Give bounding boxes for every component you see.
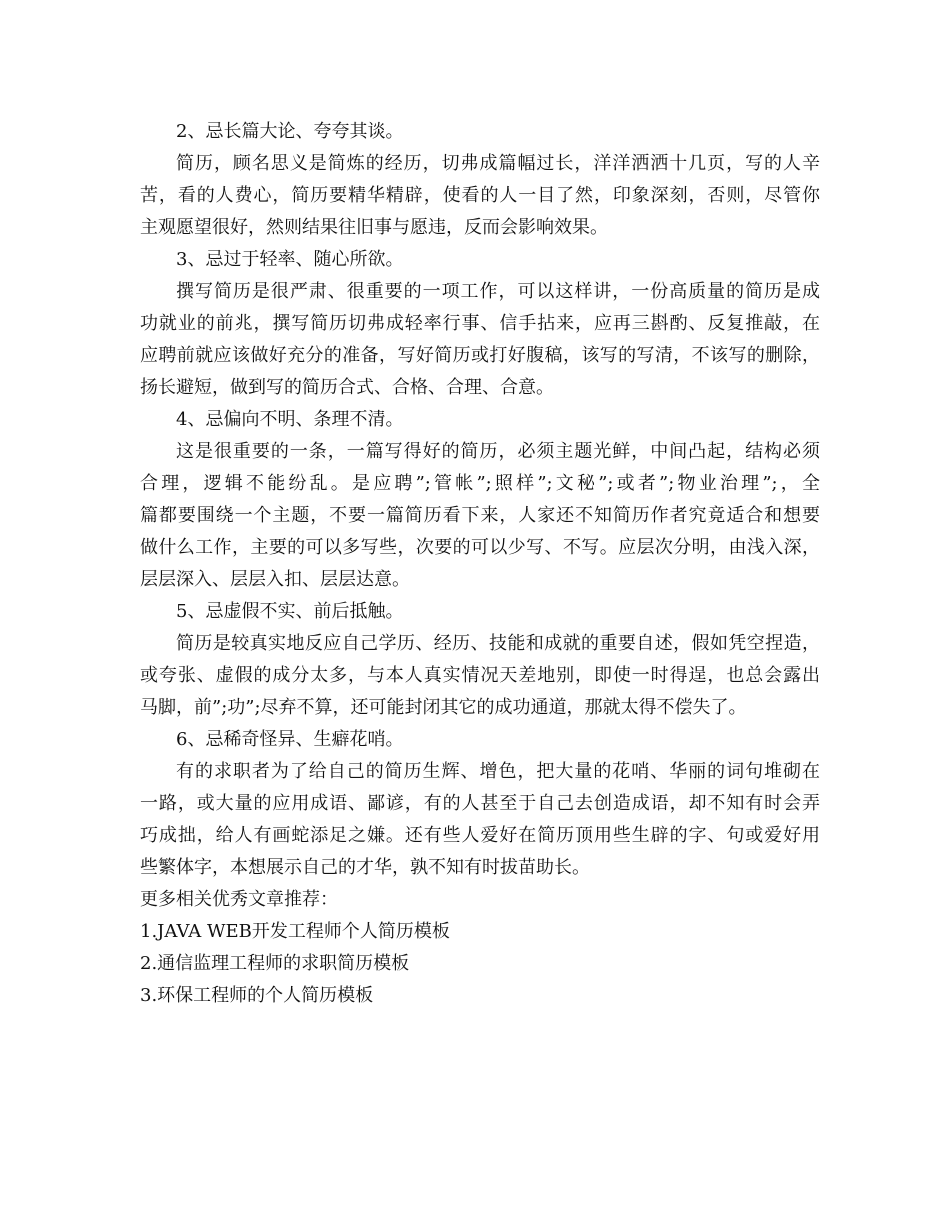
paragraph-line: 功就业的前兆，撰写简历切弗成轻率行事、信手拈来，应再三斟酌、反复推敲，在 xyxy=(140,313,820,334)
paragraph-line: 篇都要围绕一个主题，不要一篇简历看下来，人家还不知简历作者究竟适合和想要 xyxy=(140,505,820,526)
paragraph-line: 一路，或大量的应用成语、鄙谚，有的人甚至于自己去创造成语，却不知有时会弄 xyxy=(140,793,820,814)
section-heading: 6、忌稀奇怪异、生癖花哨。 xyxy=(176,729,404,750)
related-article-link[interactable]: 1.JAVA WEB开发工程师个人简历模板 xyxy=(140,921,450,942)
section-heading: 5、忌虚假不实、前后抵触。 xyxy=(176,601,404,622)
section-heading: 3、忌过于轻率、随心所欲。 xyxy=(176,249,404,270)
paragraph-line: 有的求职者为了给自己的简历生辉、增色，把大量的花哨、华丽的词句堆砌在 xyxy=(176,761,820,782)
document-page xyxy=(140,116,820,1012)
related-article-link[interactable]: 2.通信监理工程师的求职简历模板 xyxy=(140,953,410,974)
paragraph-line: 层层深入、层层入扣、层层达意。 xyxy=(140,569,410,590)
section-heading: 4、忌偏向不明、条理不清。 xyxy=(176,409,404,430)
related-articles xyxy=(140,884,820,1012)
paragraph-line: 主观愿望很好，然则结果往旧事与愿违，反而会影响效果。 xyxy=(140,217,608,238)
paragraph-line: 扬长避短，做到写的简历合式、合格、合理、合意。 xyxy=(140,377,554,398)
related-article-link[interactable]: 3.环保工程师的个人简历模板 xyxy=(140,985,374,1006)
paragraph-line: 简历，顾名思义是简炼的经历，切弗成篇幅过长，洋洋洒洒十几页，写的人辛 xyxy=(176,153,820,174)
paragraph-line: 应聘前就应该做好充分的准备，写好简历或打好腹稿，该写的写清，不该写的删除， xyxy=(140,345,820,366)
section-heading: 2、忌长篇大论、夸夸其谈。 xyxy=(176,121,404,142)
paragraph-line: 合理，逻辑不能纷乱。是应聘”;管帐”;照样”;文秘”;或者”;物业治理”;，全 xyxy=(140,473,820,494)
paragraph-line: 些繁体字，本想展示自己的才华，孰不知有时拔苗助长。 xyxy=(140,857,590,878)
paragraph-line: 或夸张、虚假的成分太多，与本人真实情况天差地别，即使一时得逞，也总会露出 xyxy=(140,665,820,686)
paragraph-line: 巧成拙，给人有画蛇添足之嫌。还有些人爱好在简历顶用些生辟的字、句或爱好用 xyxy=(140,825,820,846)
paragraph-line: 这是很重要的一条，一篇写得好的简历，必须主题光鲜，中间凸起，结构必须 xyxy=(176,441,820,462)
paragraph-line: 马脚，前”;功”;尽弃不算，还可能封闭其它的成功通道，那就太得不偿失了。 xyxy=(140,697,747,718)
paragraph-line: 撰写简历是很严肃、很重要的一项工作，可以这样讲，一份高质量的简历是成 xyxy=(176,281,820,302)
paragraph-line: 苦，看的人费心，简历要精华精辟，使看的人一目了然，印象深刻，否则，尽管你 xyxy=(140,185,820,206)
related-articles-title: 更多相关优秀文章推荐： xyxy=(140,889,338,910)
paragraph-line: 简历是较真实地反应自己学历、经历、技能和成就的重要自述，假如凭空捏造， xyxy=(176,633,820,654)
paragraph-line: 做什么工作，主要的可以多写些，次要的可以少写、不写。应层次分明，由浅入深， xyxy=(140,537,820,558)
